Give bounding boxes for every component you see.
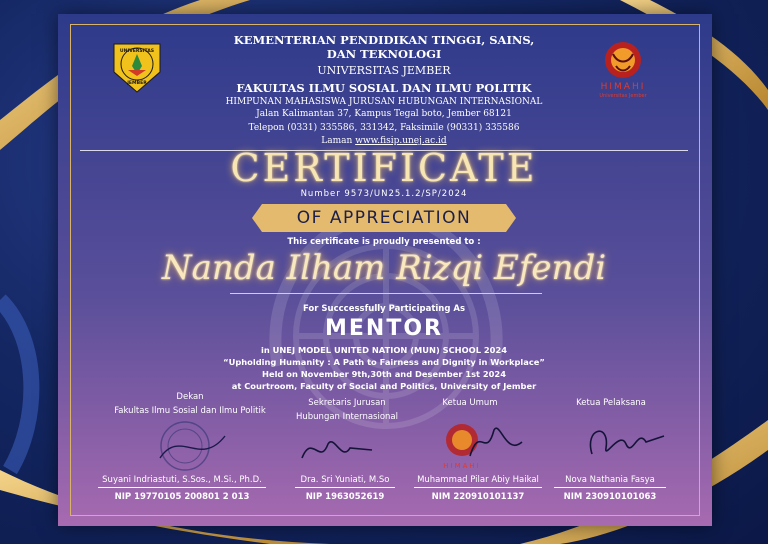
website-link[interactable]: www.fisip.unej.ac.id — [355, 136, 447, 146]
signature-line — [414, 487, 542, 488]
organizer-signature — [580, 418, 670, 472]
header-faculty: FAKULTAS ILMU SOSIAL DAN ILMU POLITIK — [236, 81, 532, 95]
signatory-id: NIP 19770105 200801 2 013 — [114, 492, 250, 502]
header-ministry: KEMENTERIAN PENDIDIKAN TINGGI, SAINS, — [233, 33, 535, 47]
event-line-4: at Courtroom, Faculty of Social and Politics, University of Jember — [231, 381, 537, 391]
website-prefix: Laman — [321, 136, 356, 146]
header-address: Jalan Kalimantan 37, Kampus Tegal boto, Jember 68121 — [256, 109, 512, 119]
logo-left-text-bottom: JEMBER — [127, 81, 147, 86]
dean-stamp-signature — [140, 418, 240, 474]
signatory-name: Dra. Sri Yuniati, M.So — [300, 475, 390, 485]
secretary-signature — [292, 428, 382, 472]
logo-right-subtext: Universitas Jember — [599, 93, 647, 99]
header-ministry-2: DAN TEKNOLOGI — [326, 47, 442, 61]
certificate-number: Number 9573/UN25.1.2/SP/2024 — [300, 189, 468, 199]
name-underline — [230, 293, 542, 294]
stamp-text: HIMAHI — [443, 462, 481, 470]
recipient-name: Nanda Ilham Rizqi Efendi — [161, 248, 607, 288]
logo-left-text-top: UNIVERSITAS — [119, 49, 155, 54]
signatory-dean-footer — [92, 475, 272, 502]
signatory-organizer — [556, 398, 666, 408]
signatory-name: Suyani Indriastuti, S.Sos., M.Si., Ph.D. — [102, 475, 262, 485]
header-phone: Telepon (0331) 335586, 331342, Faksimile (90331) 335586 — [248, 123, 520, 133]
signatory-title: Sekretaris Jurusan — [308, 398, 386, 408]
appreciation-ribbon — [262, 204, 506, 232]
signatory-id: NIM 230910101063 — [563, 492, 657, 502]
signatory-secretary — [282, 398, 412, 422]
presented-to-text: This certificate is proudly presented to : — [287, 237, 481, 247]
participating-text: For Succcessfully Participating As — [302, 304, 466, 314]
ribbon-label: OF APPRECIATION — [296, 208, 472, 228]
signatory-subtitle: Fakultas Ilmu Sosial dan Ilmu Politik — [114, 406, 266, 416]
header-website — [0, 136, 768, 146]
signatory-organizer-footer — [552, 475, 668, 502]
signatory-dean — [90, 392, 290, 416]
logo-right-text: HIMAHI — [600, 82, 646, 92]
signatory-title: Ketua Pelaksana — [576, 398, 646, 408]
event-line-2: “Upholding Humanity : A Path to Fairness and Dignity in Workplace” — [223, 357, 545, 367]
signatory-chairman-footer — [412, 475, 544, 502]
signatory-title: Ketua Umum — [442, 398, 498, 408]
signatory-secretary-footer — [290, 475, 400, 502]
signatory-id: NIM 220910101137 — [431, 492, 525, 502]
signatory-id: NIP 1963052619 — [305, 492, 385, 502]
signatory-subtitle: Hubungan Internasional — [296, 412, 398, 422]
signatory-title: Dekan — [176, 392, 204, 402]
certificate-title: CERTIFICATE — [230, 146, 538, 190]
header-association: HIMPUNAN MAHASISWA JURUSAN HUBUNGAN INTERNASIONAL — [225, 97, 543, 107]
event-line-1: in UNEJ MODEL UNITED NATION (MUN) SCHOOL 2024 — [260, 345, 508, 355]
signature-line — [554, 487, 666, 488]
signatory-name: Nova Nathania Fasya — [565, 475, 655, 485]
event-line-3: Held on November 9th,30th and Desember 1st 2024 — [262, 369, 506, 379]
header-university: UNIVERSITAS JEMBER — [317, 64, 451, 77]
role-title: MENTOR — [325, 316, 443, 341]
signature-line — [98, 487, 266, 488]
signatory-chairman — [420, 398, 520, 408]
signatory-name: Muhammad Pilar Abiy Haikal — [417, 475, 539, 485]
chairman-stamp-signature — [430, 416, 530, 472]
signature-line — [295, 487, 395, 488]
